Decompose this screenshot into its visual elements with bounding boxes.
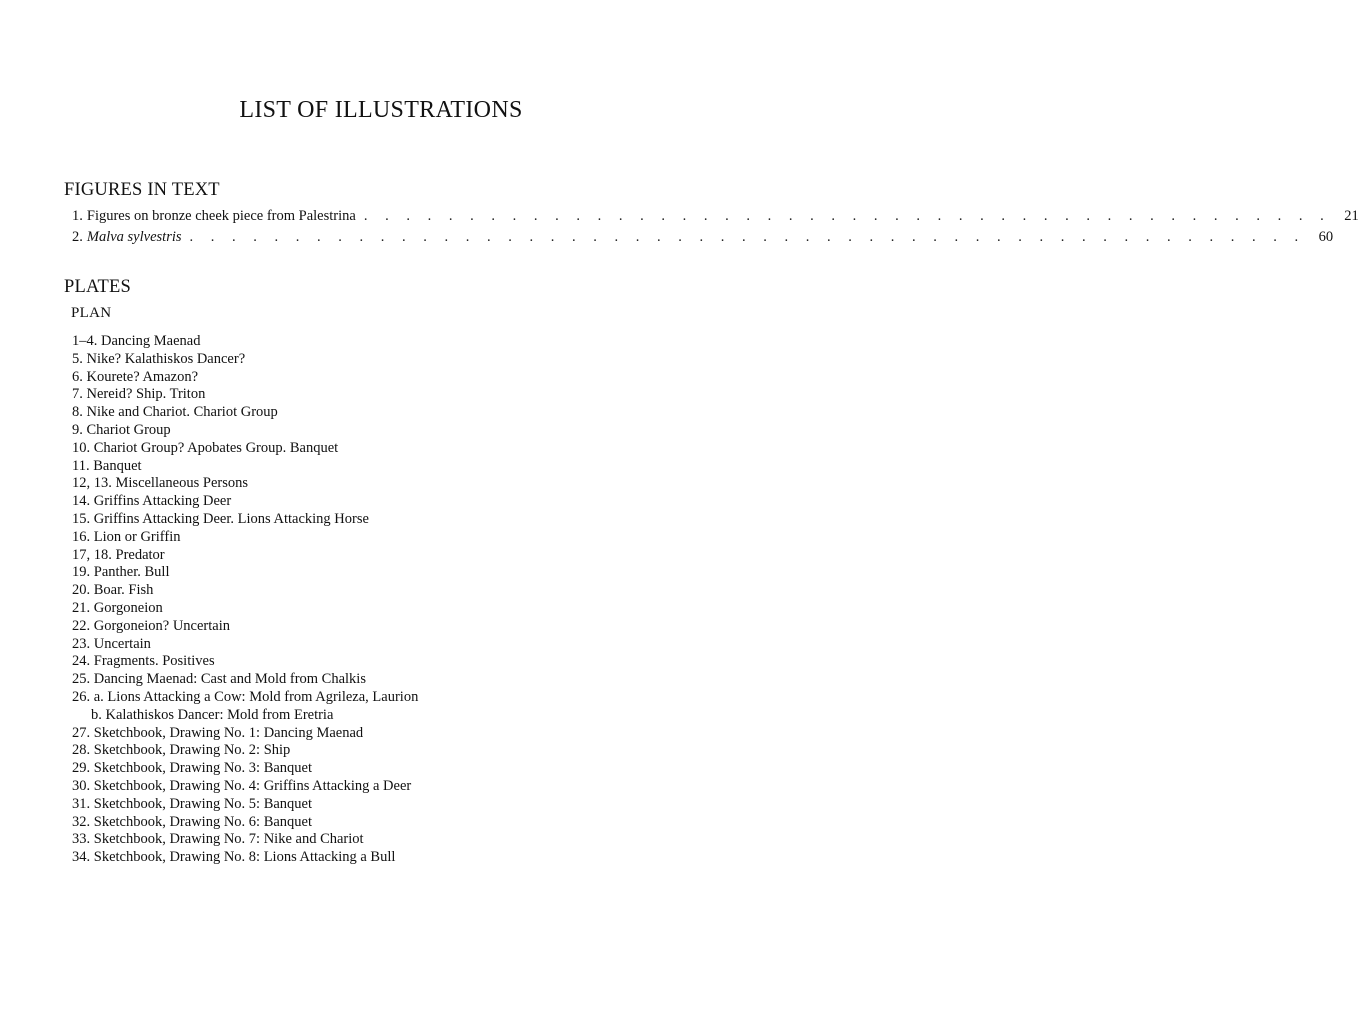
plate-entry: 21. Gorgoneion — [72, 599, 163, 616]
plate-entry: 1–4. Dancing Maenad — [72, 333, 201, 349]
figures-heading: FIGURES IN TEXT — [64, 180, 220, 200]
plate-entry: 27. Sketchbook, Drawing No. 1: Dancing Maenad — [72, 724, 364, 741]
plan-label: PLAN — [71, 305, 112, 321]
plate-entry: 31. Sketchbook, Drawing No. 5: Banquet — [72, 795, 313, 812]
figure-title: Figures on bronze cheek piece from Palestrina — [86, 208, 356, 224]
dot-leader: . . . . . . . . . . . . . . . . . . . . . . . . . . . . . . . . . . . . . . . . . . . . . . . . . . . . . — [189, 229, 1306, 245]
plate-entry: 33. Sketchbook, Drawing No. 7: Nike and Chariot — [72, 831, 364, 848]
plates-list — [72, 333, 418, 867]
plate-entry: 30. Sketchbook, Drawing No. 4: Griffins Attacking a Deer — [72, 777, 412, 794]
figure-number: 2. — [72, 229, 83, 245]
plate-entry: b. Kalathiskos Dancer: Mold from Eretria — [91, 706, 334, 723]
plate-entry: 5. Nike? Kalathiskos Dancer? — [72, 350, 246, 367]
plate-entry: 9. Chariot Group — [72, 421, 171, 438]
plate-entry: 10. Chariot Group? Apobates Group. Banquet — [72, 439, 339, 456]
plate-entry: 19. Panther. Bull — [72, 564, 170, 581]
plate-entry: 14. Griffins Attacking Deer — [72, 493, 232, 510]
figures-list — [72, 208, 1359, 250]
plate-entry: 24. Fragments. Positives — [72, 653, 215, 670]
figure-page-number: 21 — [1344, 208, 1359, 224]
plate-entry: 12, 13. Miscellaneous Persons — [72, 475, 248, 492]
plate-entry: 25. Dancing Maenad: Cast and Mold from Chalkis — [72, 671, 366, 688]
plate-entry: 26. a. Lions Attacking a Cow: Mold from Agrileza, Laurion — [72, 688, 419, 705]
plate-entry: 8. Nike and Chariot. Chariot Group — [72, 404, 278, 421]
plate-entry: 29. Sketchbook, Drawing No. 3: Banquet — [72, 760, 313, 777]
plates-heading: PLATES — [64, 277, 131, 297]
dot-leader: . . . . . . . . . . . . . . . . . . . . . . . . . . . . . . . . . . . . . . . . . . . . . . — [363, 208, 1331, 224]
figure-number: 1. — [72, 208, 83, 224]
plate-entry: 7. Nereid? Ship. Triton — [72, 386, 206, 403]
figure-page-number: 60 — [1318, 229, 1334, 245]
figure-title: Malva sylvestris — [86, 229, 182, 245]
plate-entry: 23. Uncertain — [72, 635, 151, 652]
figure-entry-1 — [72, 208, 1359, 229]
plate-entry: 17, 18. Predator — [72, 546, 165, 563]
plate-entry: 15. Griffins Attacking Deer. Lions Attacking Horse — [72, 510, 369, 527]
figure-entry-2 — [72, 229, 1334, 250]
plate-entry: 22. Gorgoneion? Uncertain — [72, 617, 230, 634]
plate-entry: 6. Kourete? Amazon? — [72, 368, 199, 385]
plate-entry: 34. Sketchbook, Drawing No. 8: Lions Attacking a Bull — [72, 849, 396, 866]
plate-entry: 20. Boar. Fish — [72, 582, 154, 599]
plate-entry: 11. Banquet — [72, 457, 142, 474]
plate-entry: 32. Sketchbook, Drawing No. 6: Banquet — [72, 813, 313, 830]
plate-entry: 16. Lion or Griffin — [72, 528, 181, 545]
plate-entry: 28. Sketchbook, Drawing No. 2: Ship — [72, 742, 291, 759]
page-title: LIST OF ILLUSTRATIONS — [239, 97, 523, 123]
